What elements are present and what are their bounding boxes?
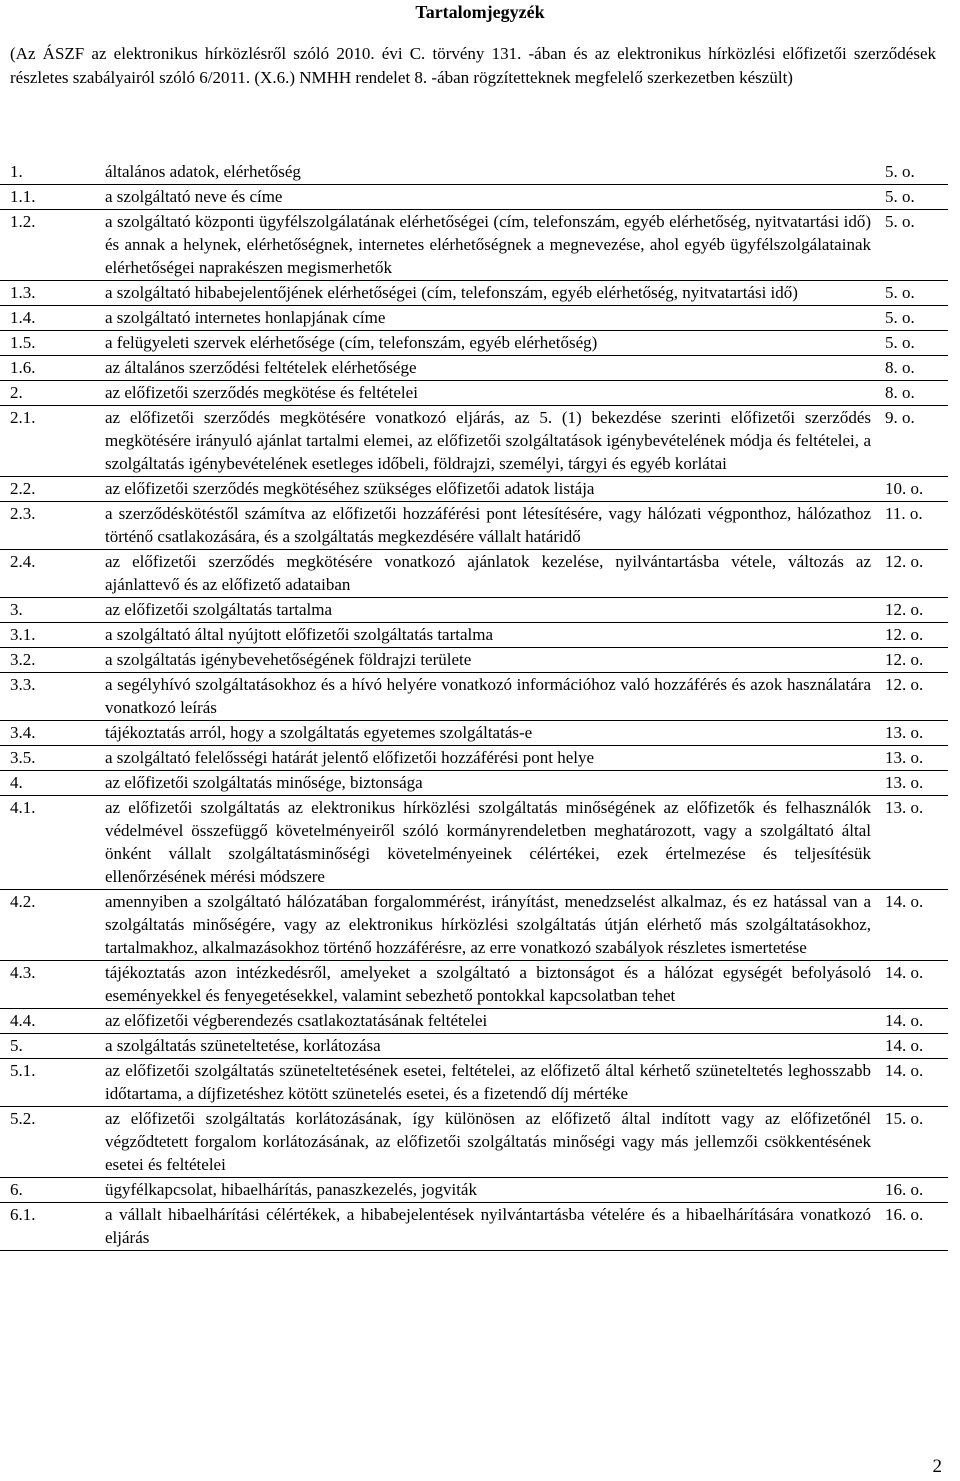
toc-entry-number: 3.1. xyxy=(0,623,105,648)
toc-entry-page: 10. o. xyxy=(881,477,948,502)
toc-entry-title: az előfizetői szolgáltatás szüneteltetésének esetei, feltételei, az előfizető által kérhető szüneteltetés leghosszabb időtartama, a díjfizetéshez kötött szünetelés esetei, és a fizetendő díj mértéke xyxy=(105,1059,881,1107)
toc-entry-title: az előfizetői szerződés megkötésére vonatkozó eljárás, az 5. (1) bekezdése szerinti előfizetői szerződés megkötésére irányuló ajánlat tartalmi elemei, az előfizetői szolgáltatások igénybevételének módja és feltételei, a szolgáltatás igénybevételének esetleges időbeli, földrajzi, személyi, tárgyi és egyéb korlátai xyxy=(105,406,881,477)
toc-entry-page: 14. o. xyxy=(881,1009,948,1034)
toc-entry-page: 16. o. xyxy=(881,1203,948,1251)
toc-entry-page: 8. o. xyxy=(881,381,948,406)
toc-entry-page: 12. o. xyxy=(881,550,948,598)
toc-entry-title: az általános szerződési feltételek elérhetősége xyxy=(105,356,881,381)
toc-entry-page: 14. o. xyxy=(881,1059,948,1107)
toc-entry-title: a szolgáltató központi ügyfélszolgálatának elérhetőségei (cím, telefonszám, egyéb elérhetőség, nyitvatartási idő) és annak a helynek, elérhetőségnek, internetes elérhetőségnek a megnevezése, ahol egyéb ügyfélszolgálatainak elérhetőségei naprakészen megismerhetők xyxy=(105,210,881,281)
toc-entry-title: ügyfélkapcsolat, hibaelhárítás, panaszkezelés, jogviták xyxy=(105,1178,881,1203)
toc-row xyxy=(0,598,948,623)
toc-entry-number: 3.2. xyxy=(0,648,105,673)
toc-row xyxy=(0,477,948,502)
toc-entry-title: az előfizetői végberendezés csatlakoztatásának feltételei xyxy=(105,1009,881,1034)
toc-row xyxy=(0,331,948,356)
toc-row xyxy=(0,771,948,796)
toc-entry-number: 4.2. xyxy=(0,890,105,961)
toc-entry-page: 13. o. xyxy=(881,796,948,890)
toc-entry-title: a vállalt hibaelhárítási célértékek, a hibabejelentések nyilvántartásba vételére és a hibaelhárítására vonatkozó eljárás xyxy=(105,1203,881,1251)
toc-row xyxy=(0,648,948,673)
table-of-contents xyxy=(0,160,948,1251)
toc-entry-title: az előfizetői szerződés megkötéséhez szükséges előfizetői adatok listája xyxy=(105,477,881,502)
toc-entry-title: a szolgáltató hibabejelentőjének elérhetőségei (cím, telefonszám, egyéb elérhetőség, nyitvatartási idő) xyxy=(105,281,881,306)
toc-entry-number: 1.1. xyxy=(0,185,105,210)
toc-row xyxy=(0,1203,948,1251)
toc-entry-number: 2.3. xyxy=(0,502,105,550)
toc-entry-page: 5. o. xyxy=(881,306,948,331)
toc-row xyxy=(0,381,948,406)
intro-paragraph: (Az ÁSZF az elektronikus hírközlésről szóló 2010. évi C. törvény 131. -ában és az elektronikus hírközlési előfizetői szerződések részletes szabályairól szóló 6/2011. (X.6.) NMHH rendelet 8. -ában rögzítetteknek megfelelő szerkezetben készült) xyxy=(10,44,936,87)
toc-entry-number: 2.4. xyxy=(0,550,105,598)
toc-entry-number: 1.6. xyxy=(0,356,105,381)
toc-entry-page: 9. o. xyxy=(881,406,948,477)
toc-row xyxy=(0,673,948,721)
toc-entry-number: 4. xyxy=(0,771,105,796)
toc-entry-page: 12. o. xyxy=(881,598,948,623)
toc-entry-title: az előfizetői szolgáltatás minősége, biztonsága xyxy=(105,771,881,796)
toc-row xyxy=(0,406,948,477)
toc-entry-page: 12. o. xyxy=(881,623,948,648)
toc-row xyxy=(0,185,948,210)
toc-entry-page: 8. o. xyxy=(881,356,948,381)
toc-entry-title: általános adatok, elérhetőség xyxy=(105,160,881,185)
toc-entry-title: a szerződéskötéstől számítva az előfizetői hozzáférési pont létesítésére, vagy hálózati végponthoz, hálózathoz történő csatlakozására, és a szolgáltatás megkezdésére vállalt határidő xyxy=(105,502,881,550)
toc-entry-page: 5. o. xyxy=(881,185,948,210)
toc-entry-page: 13. o. xyxy=(881,721,948,746)
toc-row xyxy=(0,961,948,1009)
toc-row xyxy=(0,1009,948,1034)
toc-entry-title: a szolgáltatás szüneteltetése, korlátozása xyxy=(105,1034,881,1059)
toc-entry-page: 14. o. xyxy=(881,1034,948,1059)
toc-row xyxy=(0,890,948,961)
toc-entry-title: az előfizetői szolgáltatás tartalma xyxy=(105,598,881,623)
toc-entry-number: 5.1. xyxy=(0,1059,105,1107)
toc-entry-number: 6.1. xyxy=(0,1203,105,1251)
toc-entry-number: 1.3. xyxy=(0,281,105,306)
toc-entry-number: 5.2. xyxy=(0,1107,105,1178)
toc-entry-page: 5. o. xyxy=(881,160,948,185)
toc-entry-page: 5. o. xyxy=(881,210,948,281)
toc-row xyxy=(0,281,948,306)
toc-entry-page: 13. o. xyxy=(881,746,948,771)
toc-row xyxy=(0,502,948,550)
toc-entry-page: 12. o. xyxy=(881,673,948,721)
toc-entry-title: az előfizetői szolgáltatás korlátozásának, így különösen az előfizető által indított vagy az előfizetőnél végződtetett forgalom korlátozásának, az előfizetői szolgáltatás minőségi vagy más jellemzői csökkentésének esetei és feltételei xyxy=(105,1107,881,1178)
toc-entry-title: tájékoztatás arról, hogy a szolgáltatás egyetemes szolgáltatás-e xyxy=(105,721,881,746)
toc-entry-page: 13. o. xyxy=(881,771,948,796)
toc-entry-title: a szolgáltató internetes honlapjának címe xyxy=(105,306,881,331)
toc-row xyxy=(0,1059,948,1107)
toc-entry-page: 16. o. xyxy=(881,1178,948,1203)
toc-entry-title: a szolgáltató felelősségi határát jelentő előfizetői hozzáférési pont helye xyxy=(105,746,881,771)
toc-row xyxy=(0,550,948,598)
toc-entry-page: 5. o. xyxy=(881,331,948,356)
toc-row xyxy=(0,721,948,746)
toc-entry-page: 11. o. xyxy=(881,502,948,550)
toc-row xyxy=(0,796,948,890)
toc-row xyxy=(0,210,948,281)
toc-entry-number: 2.1. xyxy=(0,406,105,477)
toc-entry-title: a segélyhívó szolgáltatásokhoz és a hívó helyére vonatkozó információhoz való hozzáférés és azok használatára vonatkozó leírás xyxy=(105,673,881,721)
toc-entry-number: 1.5. xyxy=(0,331,105,356)
toc-entry-number: 1. xyxy=(0,160,105,185)
toc-entry-number: 3.3. xyxy=(0,673,105,721)
toc-entry-number: 2.2. xyxy=(0,477,105,502)
toc-row xyxy=(0,1178,948,1203)
toc-entry-title: az előfizetői szerződés megkötése és feltételei xyxy=(105,381,881,406)
toc-entry-title: a szolgáltató neve és címe xyxy=(105,185,881,210)
toc-row xyxy=(0,356,948,381)
toc-entry-number: 1.2. xyxy=(0,210,105,281)
toc-entry-title: az előfizetői szerződés megkötésére vonatkozó ajánlatok kezelése, nyilvántartásba vétele, változás az ajánlattevő és az előfizető adataiban xyxy=(105,550,881,598)
toc-entry-title: a szolgáltatás igénybevehetőségének földrajzi területe xyxy=(105,648,881,673)
toc-entry-page: 5. o. xyxy=(881,281,948,306)
toc-entry-number: 4.3. xyxy=(0,961,105,1009)
toc-row xyxy=(0,623,948,648)
toc-entry-number: 1.4. xyxy=(0,306,105,331)
toc-entry-title: az előfizetői szolgáltatás az elektronikus hírközlési szolgáltatás minőségének az előfizetők és felhasználók védelmével összefüggő követelményeiről szóló kormányrendeletben meghatározott, vagy a szolgáltató által önként vállalt szolgáltatásminőségi követelményeinek célértékei, ezek értelmezése és teljesítésük ellenőrzésének mérési módszere xyxy=(105,796,881,890)
page-number: 2 xyxy=(932,1456,942,1477)
page-title: Tartalomjegyzék xyxy=(415,2,545,22)
toc-entry-number: 3. xyxy=(0,598,105,623)
toc-entry-title: a felügyeleti szervek elérhetősége (cím, telefonszám, egyéb elérhetőség) xyxy=(105,331,881,356)
toc-entry-title: a szolgáltató által nyújtott előfizetői szolgáltatás tartalma xyxy=(105,623,881,648)
toc-row xyxy=(0,160,948,185)
toc-row xyxy=(0,306,948,331)
toc-entry-number: 2. xyxy=(0,381,105,406)
toc-entry-page: 14. o. xyxy=(881,961,948,1009)
toc-row xyxy=(0,1107,948,1178)
toc-entry-page: 12. o. xyxy=(881,648,948,673)
toc-entry-number: 4.4. xyxy=(0,1009,105,1034)
toc-entry-number: 3.5. xyxy=(0,746,105,771)
toc-entry-number: 3.4. xyxy=(0,721,105,746)
toc-entry-title: amennyiben a szolgáltató hálózatában forgalommérést, irányítást, menedzselést alkalmaz, és ez hatással van a szolgáltatás minőségére, vagy az elektronikus hírközlési szolgáltatás útján elérhető más szolgáltatásokhoz, tartalmakhoz, alkalmazásokhoz történő hozzáférésre, az erre vonatkozó szabályok részletes ismertetése xyxy=(105,890,881,961)
toc-entry-number: 6. xyxy=(0,1178,105,1203)
toc-entry-page: 14. o. xyxy=(881,890,948,961)
toc-entry-title: tájékoztatás azon intézkedésről, amelyeket a szolgáltató a biztonságot és a hálózat egységét befolyásoló eseményekkel és fenyegetésekkel, valamint sebezhető pontokkal kapcsolatban tehet xyxy=(105,961,881,1009)
toc-entry-number: 4.1. xyxy=(0,796,105,890)
toc-entry-page: 15. o. xyxy=(881,1107,948,1178)
toc-entry-number: 5. xyxy=(0,1034,105,1059)
toc-row xyxy=(0,1034,948,1059)
toc-row xyxy=(0,746,948,771)
